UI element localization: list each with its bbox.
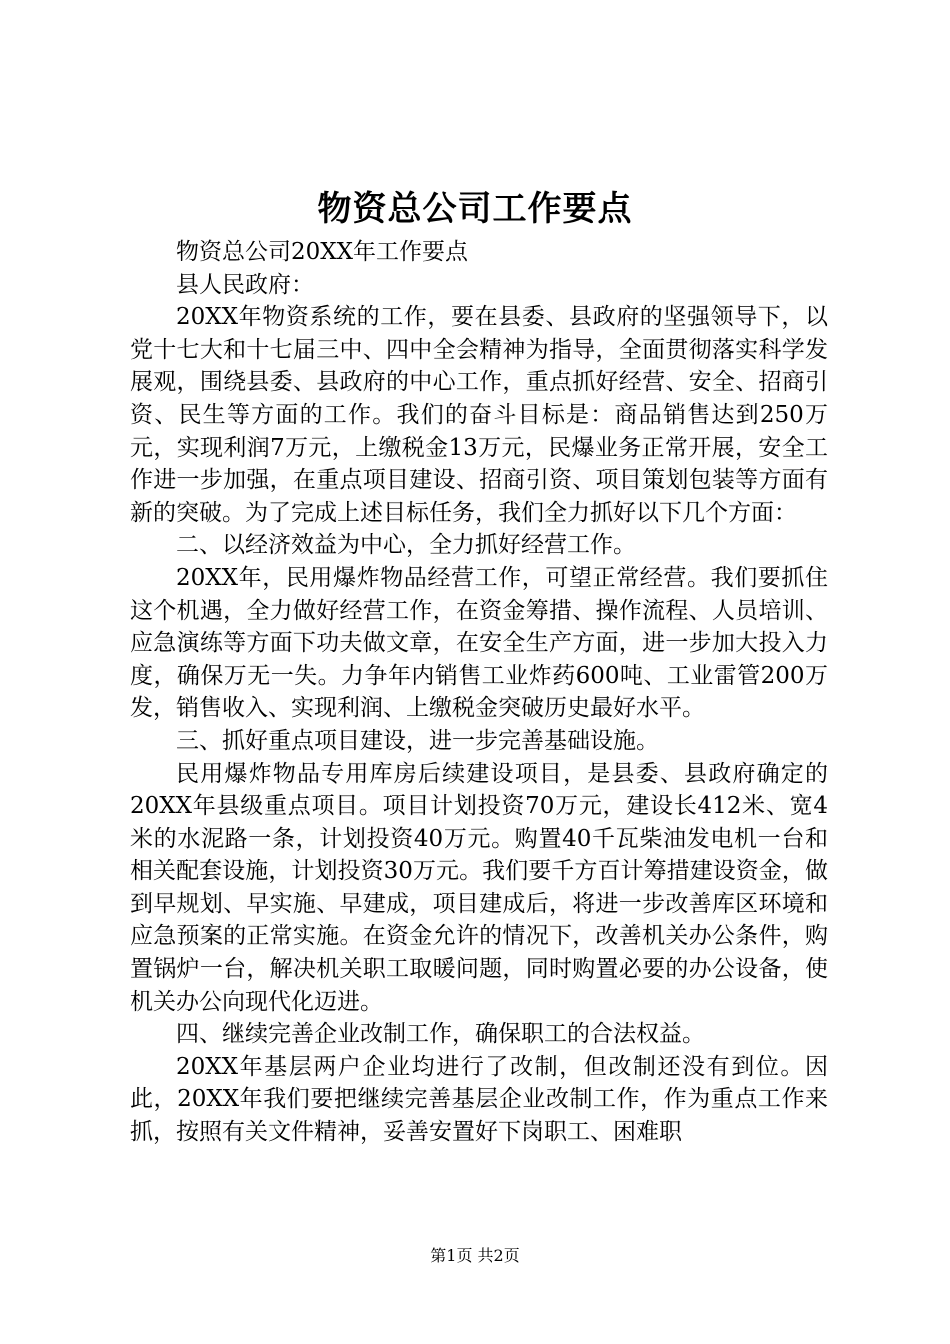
document-body [130, 236, 828, 1149]
paragraph-projects: 民用爆炸物品专用库房后续建设项目，是县委、县政府确定的20XX年县级重点项目。项目计划投资70万元，建设长412米、宽4米的水泥路一条，计划投资40万元。购置40千瓦柴油发电机一台和相关配套设施，计划投资30万元。我们要千方百计筹措建设资金，做到早规划、早实施、早建成，项目建成后，将进一步改善库区环境和应急预案的正常实施。在资金允许的情况下，改善机关办公条件，购置锅炉一台，解决机关职工取暖问题，同时购置必要的办公设备，使机关办公向现代化迈进。 [130, 760, 828, 1015]
paragraph-subtitle: 物资总公司20XX年工作要点 [176, 239, 469, 265]
section-heading-2: 二、以经济效益为中心，全力抓好经营工作。 [176, 532, 636, 559]
page-footer: 第1页 共2页 [430, 1246, 520, 1265]
paragraph-business: 20XX年，民用爆炸物品经营工作，可望正常经营。我们要抓住这个机遇，全力做好经营工作，在资金筹措、操作流程、人员培训、应急演练等方面下功夫做文章，在安全生产方面，进一步加大投入力度，确保万无一失。力争年内销售工业炸药600吨、工业雷管200万发，销售收入、实现利润、上缴税金突破历史最好水平。 [130, 564, 828, 722]
paragraph-salutation: 县人民政府： [176, 271, 314, 298]
paragraph-overview: 20XX年物资系统的工作，要在县委、县政府的坚强领导下，以党十七大和十七届三中、四中全会精神为指导，全面贯彻落实科学发展观，围绕县委、县政府的中心工作，重点抓好经营、安全、招商引资、民生等方面的工作。我们的奋斗目标是：商品销售达到250万元，实现利润7万元，上缴税金13万元，民爆业务正常开展，安全工作进一步加强，在重点项目建设、招商引资、项目策划包装等方面有新的突破。为了完成上述目标任务，我们全力抓好以下几个方面： [130, 304, 828, 526]
paragraph-reform: 20XX年基层两户企业均进行了改制，但改制还没有到位。因此，20XX年我们要把继续完善基层企业改制工作，作为重点工作来抓，按照有关文件精神，妥善安置好下岗职工、困难职 [130, 1053, 828, 1146]
document-title: 物资总公司工作要点 [317, 189, 633, 229]
section-heading-3: 三、抓好重点项目建设，进一步完善基础设施。 [176, 727, 659, 754]
section-heading-4: 四、继续完善企业改制工作，确保职工的合法权益。 [176, 1021, 705, 1048]
